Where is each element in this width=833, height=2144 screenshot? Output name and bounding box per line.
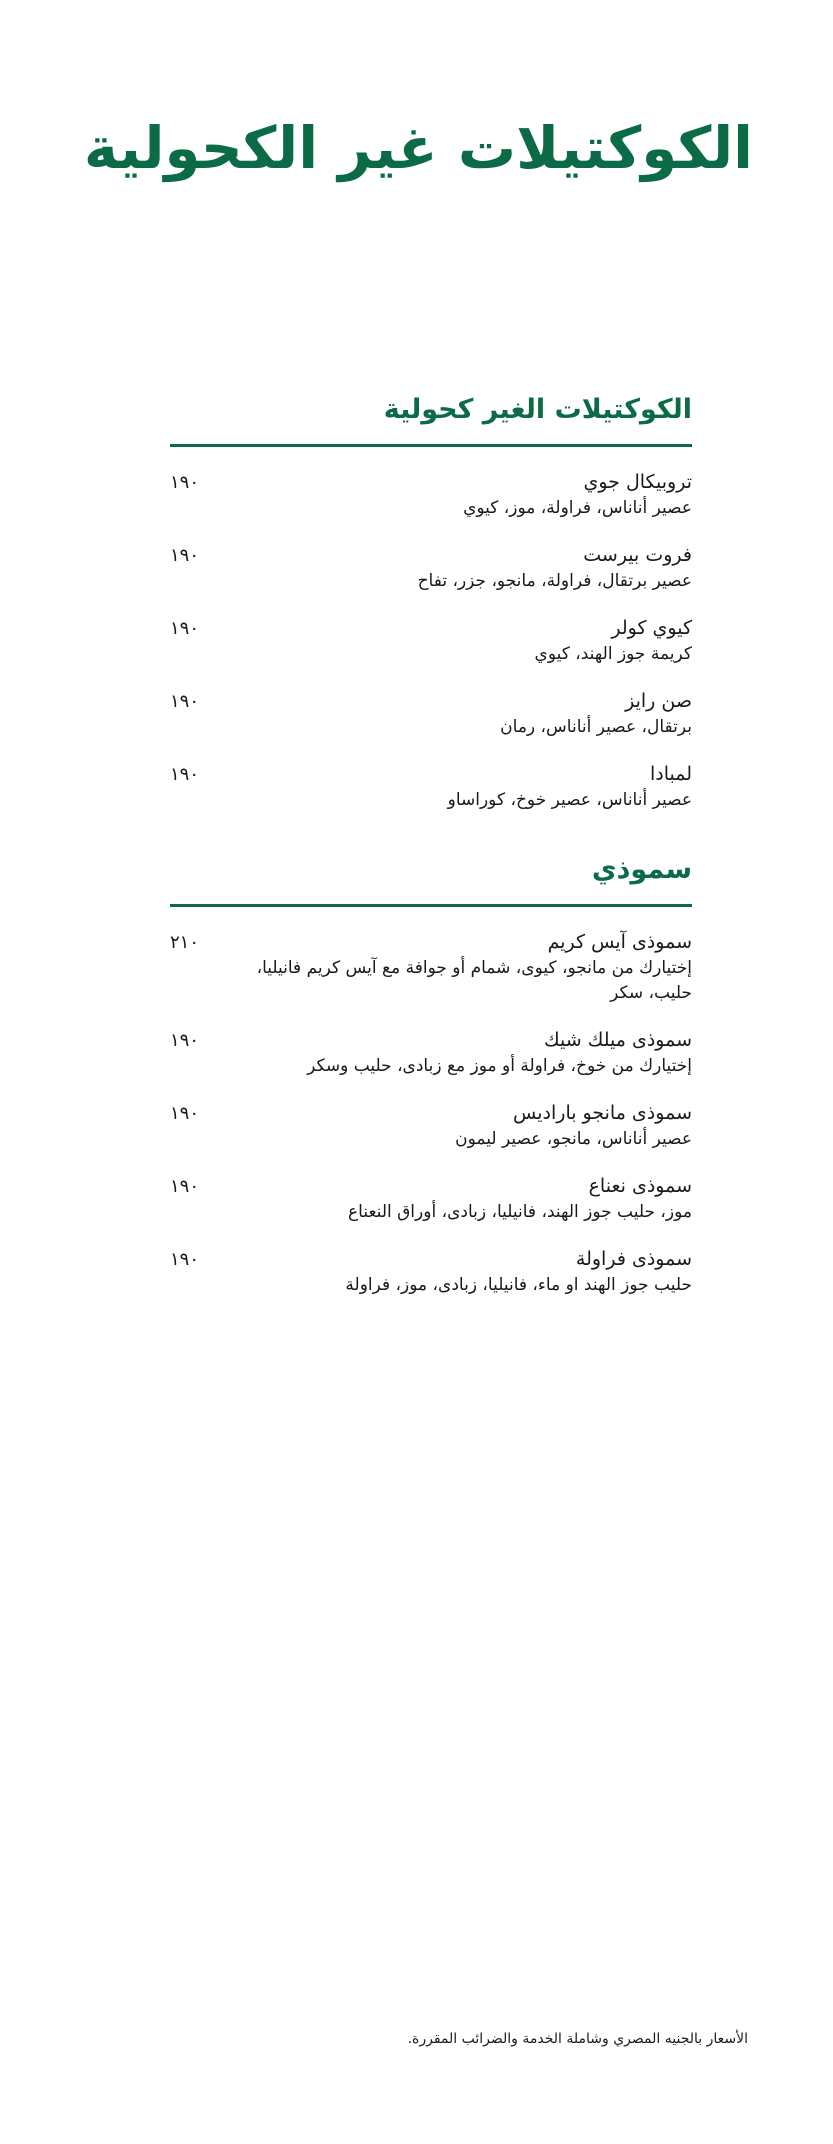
menu-item-name: لمبادا bbox=[649, 763, 692, 785]
menu-item bbox=[170, 688, 692, 740]
menu-item-price: ١٩٠ bbox=[170, 1030, 200, 1051]
section-heading: سموذي bbox=[591, 854, 692, 885]
menu-section-smoothies bbox=[170, 850, 692, 1319]
menu-item-description: إختيارك من خوخ، فراولة أو موز مع زبادى، حليب وسكر bbox=[307, 1056, 692, 1076]
menu-item-price: ١٩٠ bbox=[170, 764, 200, 785]
menu-item-description: عصير أناناس، مانجو، عصير ليمون bbox=[455, 1129, 692, 1149]
menu-item-price: ١٩٠ bbox=[170, 1103, 200, 1124]
menu-item-price: ١٩٠ bbox=[170, 1176, 200, 1197]
footer-note: الأسعار بالجنيه المصري وشاملة الخدمة والضرائب المقررة. bbox=[407, 2031, 748, 2047]
menu-item-description: موز، حليب جوز الهند، فانيليا، زبادى، أوراق النعناع bbox=[348, 1202, 692, 1222]
menu-item-name: سموذى آيس كريم bbox=[547, 931, 692, 953]
menu-item-name: سموذى فراولة bbox=[575, 1248, 692, 1270]
menu-item-name: فروت بيرست bbox=[583, 544, 692, 566]
menu-item-description: عصير أناناس، عصير خوخ، كوراساو bbox=[447, 790, 692, 810]
menu-item bbox=[170, 1173, 692, 1225]
menu-item-price: ١٩٠ bbox=[170, 618, 200, 639]
menu-item-name: سموذى مانجو باراديس bbox=[513, 1102, 692, 1124]
menu-item-price: ١٩٠ bbox=[170, 472, 200, 493]
menu-item-description: حليب جوز الهند او ماء، فانيليا، زبادى، موز، فراولة bbox=[345, 1275, 692, 1295]
menu-item bbox=[170, 469, 692, 521]
menu-item-description: عصير أناناس، فراولة، موز، كيوي bbox=[463, 498, 692, 518]
menu-item-price: ١٩٠ bbox=[170, 1249, 200, 1270]
menu-item-name: سموذى ميلك شيك bbox=[543, 1029, 692, 1051]
menu-item bbox=[170, 929, 692, 1006]
page-title: الكوكتيلات غير الكحولية bbox=[83, 114, 753, 182]
section-divider bbox=[170, 444, 692, 447]
menu-item bbox=[170, 761, 692, 813]
menu-item-description: برتقال، عصير أناناس، رمان bbox=[500, 717, 692, 737]
menu-item-price: ١٩٠ bbox=[170, 691, 200, 712]
menu-item bbox=[170, 615, 692, 667]
menu-item-name: تروبيكال جوي bbox=[583, 471, 692, 493]
menu-item-name: صن رايز bbox=[625, 690, 692, 712]
menu-item-description: كريمة جوز الهند، كيوي bbox=[534, 644, 692, 664]
menu-item bbox=[170, 542, 692, 594]
menu-item-description: عصير برتقال، فراولة، مانجو، جزر، تفاح bbox=[417, 571, 692, 591]
menu-item bbox=[170, 1100, 692, 1152]
menu-item-name: كيوي كولر bbox=[611, 617, 692, 639]
section-divider bbox=[170, 904, 692, 907]
menu-item-description: إختيارك من مانجو، كيوى، شمام أو جوافة مع آيس كريم فانيليا، حليب، سكر bbox=[256, 958, 692, 1003]
section-heading: الكوكتيلات الغير كحولية bbox=[383, 394, 692, 425]
menu-item-price: ٢١٠ bbox=[170, 932, 200, 953]
menu-section-mocktails bbox=[170, 390, 692, 834]
menu-item-price: ١٩٠ bbox=[170, 545, 200, 566]
menu-item bbox=[170, 1027, 692, 1079]
menu-item-name: سموذى نعناع bbox=[588, 1175, 692, 1197]
menu-item bbox=[170, 1246, 692, 1298]
